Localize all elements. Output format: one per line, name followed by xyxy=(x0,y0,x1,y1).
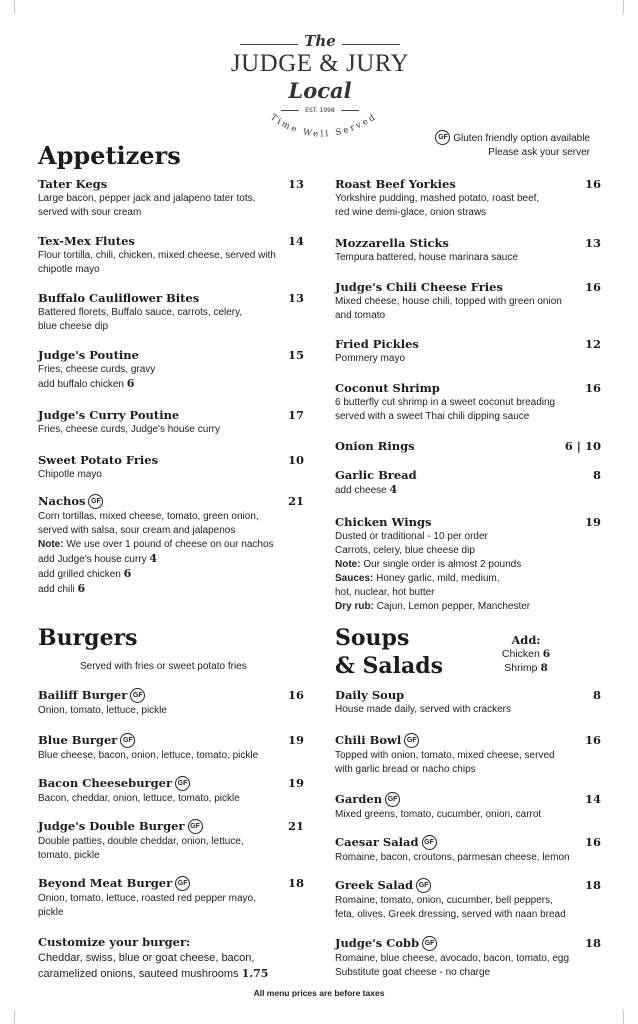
item-description: with garlic bread or nacho chips xyxy=(335,763,476,775)
item-note: Dry rub: Cajun, Lemon pepper, Manchester xyxy=(335,601,531,612)
addon-price: 6 xyxy=(126,377,135,390)
menu-item xyxy=(335,733,601,777)
item-description: pickle xyxy=(38,906,64,918)
item-description: Fries, cheese curds, gravy xyxy=(38,364,156,375)
item-description: Pommery mayo xyxy=(335,353,406,364)
menu-item xyxy=(335,236,601,265)
gluten-note: GF Gluten friendly option available Please ask your server xyxy=(432,131,590,160)
item-addon: add grilled chicken 6 xyxy=(38,566,132,580)
item-description: Corn tortillas, mixed cheese, tomato, green onion, xyxy=(38,510,259,522)
item-description: Fries, cheese curds, Judge's house curry xyxy=(38,424,220,435)
menu-item xyxy=(335,177,601,220)
item-description: Yorkshire pudding, mashed potato, roast beef, xyxy=(335,193,540,204)
item-price: 16 xyxy=(584,733,601,747)
item-name: Fried Pickles xyxy=(335,337,419,351)
menu-item xyxy=(38,494,304,597)
menu-item xyxy=(335,381,601,424)
menu-item xyxy=(38,234,304,277)
addon-price: 4 xyxy=(149,551,158,565)
menu-item xyxy=(38,776,304,806)
crop-mark xyxy=(14,0,15,14)
item-note: Sauces: Honey garlic, mild, medium, xyxy=(335,573,500,584)
item-description: Onion, tomato, lettuce, roasted red pepper mayo, xyxy=(38,892,256,904)
item-price: 6 | 10 xyxy=(564,439,601,453)
customize-options: caramelized onions, sauteed mushrooms 1.75 xyxy=(38,967,269,980)
item-description: served with a sweet Thai chili dipping sauce xyxy=(335,411,530,422)
item-price: 16 xyxy=(584,835,601,849)
item-name: Bailiff Burger GF xyxy=(38,688,304,704)
note-label: Dry rub: xyxy=(335,601,374,612)
item-name: Sweet Potato Fries xyxy=(38,453,159,467)
item-name: Garlic Bread xyxy=(335,468,417,482)
item-description: blue cheese dip xyxy=(38,321,109,332)
note-label: Sauces: xyxy=(335,573,374,584)
item-price: 18 xyxy=(584,878,601,892)
gf-icon: GF xyxy=(385,792,400,807)
item-price: 19 xyxy=(287,733,304,747)
item-name: Caesar Salad GF xyxy=(335,835,601,851)
gf-icon: GF xyxy=(188,819,203,834)
gf-icon: GF xyxy=(422,936,437,951)
gf-icon: GF xyxy=(88,494,103,509)
item-description: red wine demi-glace, onion straws xyxy=(335,207,487,218)
item-name: Beyond Meat Burger GF xyxy=(38,876,304,892)
logo-est: EST. 1998 xyxy=(200,107,440,114)
item-addon: add buffalo chicken 6 xyxy=(38,377,135,390)
item-price: 8 xyxy=(592,468,601,482)
menu-item xyxy=(38,688,304,718)
item-price: 19 xyxy=(584,515,601,529)
item-addon: add cheese 4 xyxy=(335,483,398,496)
item-name: Chicken Wings xyxy=(335,515,432,529)
item-description: Double patties, double cheddar, onion, lettuce, xyxy=(38,835,244,847)
restaurant-logo xyxy=(200,28,440,148)
item-description: Bacon, cheddar, onion, lettuce, tomato, pickle xyxy=(38,792,240,804)
item-name: Daily Soup xyxy=(335,688,405,702)
item-name: Mozzarella Sticks xyxy=(335,236,449,250)
item-description: Battered florets, Buffalo sauce, carrots, celery, xyxy=(38,307,243,318)
item-name: Coconut Shrimp xyxy=(335,381,440,395)
item-price: 13 xyxy=(287,177,304,191)
item-price: 15 xyxy=(287,348,304,362)
crop-mark xyxy=(14,1010,15,1024)
item-name: Bacon Cheeseburger GF xyxy=(38,776,304,792)
item-name: Onion Rings xyxy=(335,439,415,453)
item-note: Note: We use over 1 pound of cheese on our nachos xyxy=(38,538,274,550)
menu-item xyxy=(38,291,304,334)
logo-the: The xyxy=(304,32,336,50)
item-addon: add chili 6 xyxy=(38,581,86,595)
note-label: Note: xyxy=(335,559,361,570)
item-price: 10 xyxy=(287,453,304,467)
menu-item xyxy=(335,337,601,366)
item-description: 6 butterfly cut shrimp in a sweet coconut breading xyxy=(335,397,556,408)
menu-item xyxy=(335,688,601,717)
customize-title: Customize your burger: xyxy=(38,935,191,949)
item-description: Substitute goat cheese - no charge xyxy=(335,966,491,978)
item-description: Romaine, bacon, croutons, parmesan cheese, lemon xyxy=(335,851,570,863)
menu-item xyxy=(335,280,601,323)
item-description: Chipotle mayo xyxy=(38,469,102,480)
gf-icon: GF xyxy=(130,688,145,703)
item-name: Judge's Curry Poutine xyxy=(38,408,180,422)
item-name: Judge's Double Burger GF xyxy=(38,819,304,835)
menu-item xyxy=(335,468,601,498)
item-description: hot, nuclear, hot butter xyxy=(335,587,435,598)
tax-footer: All menu prices are before taxes xyxy=(253,988,385,998)
item-price: 16 xyxy=(584,381,601,395)
gf-icon: GF xyxy=(120,733,135,748)
item-description: Flour tortilla, chili, chicken, mixed cheese, served with xyxy=(38,250,276,261)
item-price: 16 xyxy=(584,177,601,191)
item-description: Mixed greens, tomato, cucumber, onion, carrot xyxy=(335,808,542,820)
item-price: 21 xyxy=(287,494,304,508)
crop-mark xyxy=(623,1010,624,1024)
logo-main: JUDGE & JURY xyxy=(230,50,410,77)
item-price: 14 xyxy=(287,234,304,248)
note-label: Note: xyxy=(38,538,64,550)
burgers-title: Burgers xyxy=(38,625,138,651)
item-description: Tempura battered, house marinara sauce xyxy=(335,252,518,263)
item-name: Chili Bowl GF xyxy=(335,733,601,749)
menu-item xyxy=(38,408,304,437)
menu-item xyxy=(335,515,601,614)
item-price: 18 xyxy=(584,936,601,950)
logo-local: Local xyxy=(288,78,352,103)
item-description: Onion, tomato, lettuce, pickle xyxy=(38,704,167,716)
item-description: served with sour cream xyxy=(38,207,142,218)
addon-price: 6 xyxy=(77,581,86,595)
item-description: Romaine, blue cheese, avocado, bacon, tomato, egg xyxy=(335,952,570,964)
item-description: Blue cheese, bacon, onion, lettuce, tomato, pickle xyxy=(38,749,259,761)
item-price: 13 xyxy=(287,291,304,305)
menu-item xyxy=(38,733,304,763)
item-note: Note: Our single order is almost 2 pounds xyxy=(335,559,522,570)
item-price: 13 xyxy=(584,236,601,250)
item-price: 12 xyxy=(584,337,601,351)
menu-item xyxy=(38,876,304,920)
item-description: Dusted or traditional - 10 per order xyxy=(335,531,488,542)
customize-options: Cheddar, swiss, blue or goat cheese, bacon, xyxy=(38,952,255,964)
item-price: 17 xyxy=(287,408,304,422)
crop-mark xyxy=(623,0,624,14)
menu-item xyxy=(38,177,304,220)
item-name: Judge's Chili Cheese Fries xyxy=(335,280,503,294)
item-description: House made daily, served with crackers xyxy=(335,704,511,715)
menu-item xyxy=(335,835,601,865)
gf-icon: GF xyxy=(175,876,190,891)
item-name: Tater Kegs xyxy=(38,177,108,191)
gf-icon: GF xyxy=(404,733,419,748)
menu-item xyxy=(335,439,601,454)
gf-icon: GF xyxy=(422,835,437,850)
burgers-subtitle: Served with fries or sweet potato fries xyxy=(80,661,247,672)
item-price: 16 xyxy=(584,280,601,294)
gf-icon: GF xyxy=(416,878,431,893)
item-description: served with salsa, sour cream and jalapenos xyxy=(38,524,236,536)
soups-title: Soups & Salads xyxy=(335,625,444,679)
item-price: 21 xyxy=(287,819,304,833)
item-description: Mixed cheese, house chili, topped with green onion xyxy=(335,296,562,307)
addon-price: 6 xyxy=(123,566,132,580)
gf-icon: GF xyxy=(175,776,190,791)
item-name: Garden GF xyxy=(335,792,601,808)
item-description: Topped with onion, tomato, mixed cheese, served xyxy=(335,749,555,761)
item-name: Roast Beef Yorkies xyxy=(335,177,456,191)
menu-item xyxy=(38,819,304,863)
item-description: feta, olives, Greek dressing, served with naan bread xyxy=(335,908,566,920)
item-name: Buffalo Cauliflower Bites xyxy=(38,291,200,305)
item-description: Large bacon, pepper jack and jalapeno tater tots, xyxy=(38,193,256,204)
item-price: 19 xyxy=(287,776,304,790)
customize-price: 1.75 xyxy=(241,967,269,980)
item-price: 8 xyxy=(592,688,601,702)
appetizers-title: Appetizers xyxy=(38,141,181,170)
svg-text:Time Well Served xyxy=(268,112,379,140)
item-price: 14 xyxy=(584,792,601,806)
item-name: Tex-Mex Flutes xyxy=(38,234,135,248)
item-name: Blue Burger GF xyxy=(38,733,304,749)
item-price: 16 xyxy=(287,688,304,702)
item-name: Judge's Poutine xyxy=(38,348,139,362)
item-description: chipotle mayo xyxy=(38,264,100,275)
item-description: tomato, pickle xyxy=(38,849,100,861)
customize-burger xyxy=(38,935,304,982)
menu-item xyxy=(38,348,304,392)
tagline-text: Time Well Served xyxy=(268,111,380,140)
item-description: and tomato xyxy=(335,310,386,321)
logo-tagline xyxy=(200,98,440,158)
item-price: 18 xyxy=(287,876,304,890)
item-addon: add Judge's house curry 4 xyxy=(38,551,158,565)
item-description: Romaine, tomato, onion, cucumber, bell peppers, xyxy=(335,894,553,906)
salad-addons: Add: Chicken 6 Shrimp 8 xyxy=(501,633,551,674)
item-name: Greek Salad GF xyxy=(335,878,601,894)
item-name: Nachos GF xyxy=(38,494,304,510)
menu-item xyxy=(335,936,601,980)
addon-price: 4 xyxy=(389,483,398,496)
menu-item xyxy=(38,453,304,482)
gf-icon: GF xyxy=(435,130,450,145)
item-description: Carrots, celery, blue cheese dip xyxy=(335,545,475,556)
menu-item xyxy=(335,878,601,922)
menu-item xyxy=(335,792,601,822)
item-name: Judge's Cobb GF xyxy=(335,936,601,952)
